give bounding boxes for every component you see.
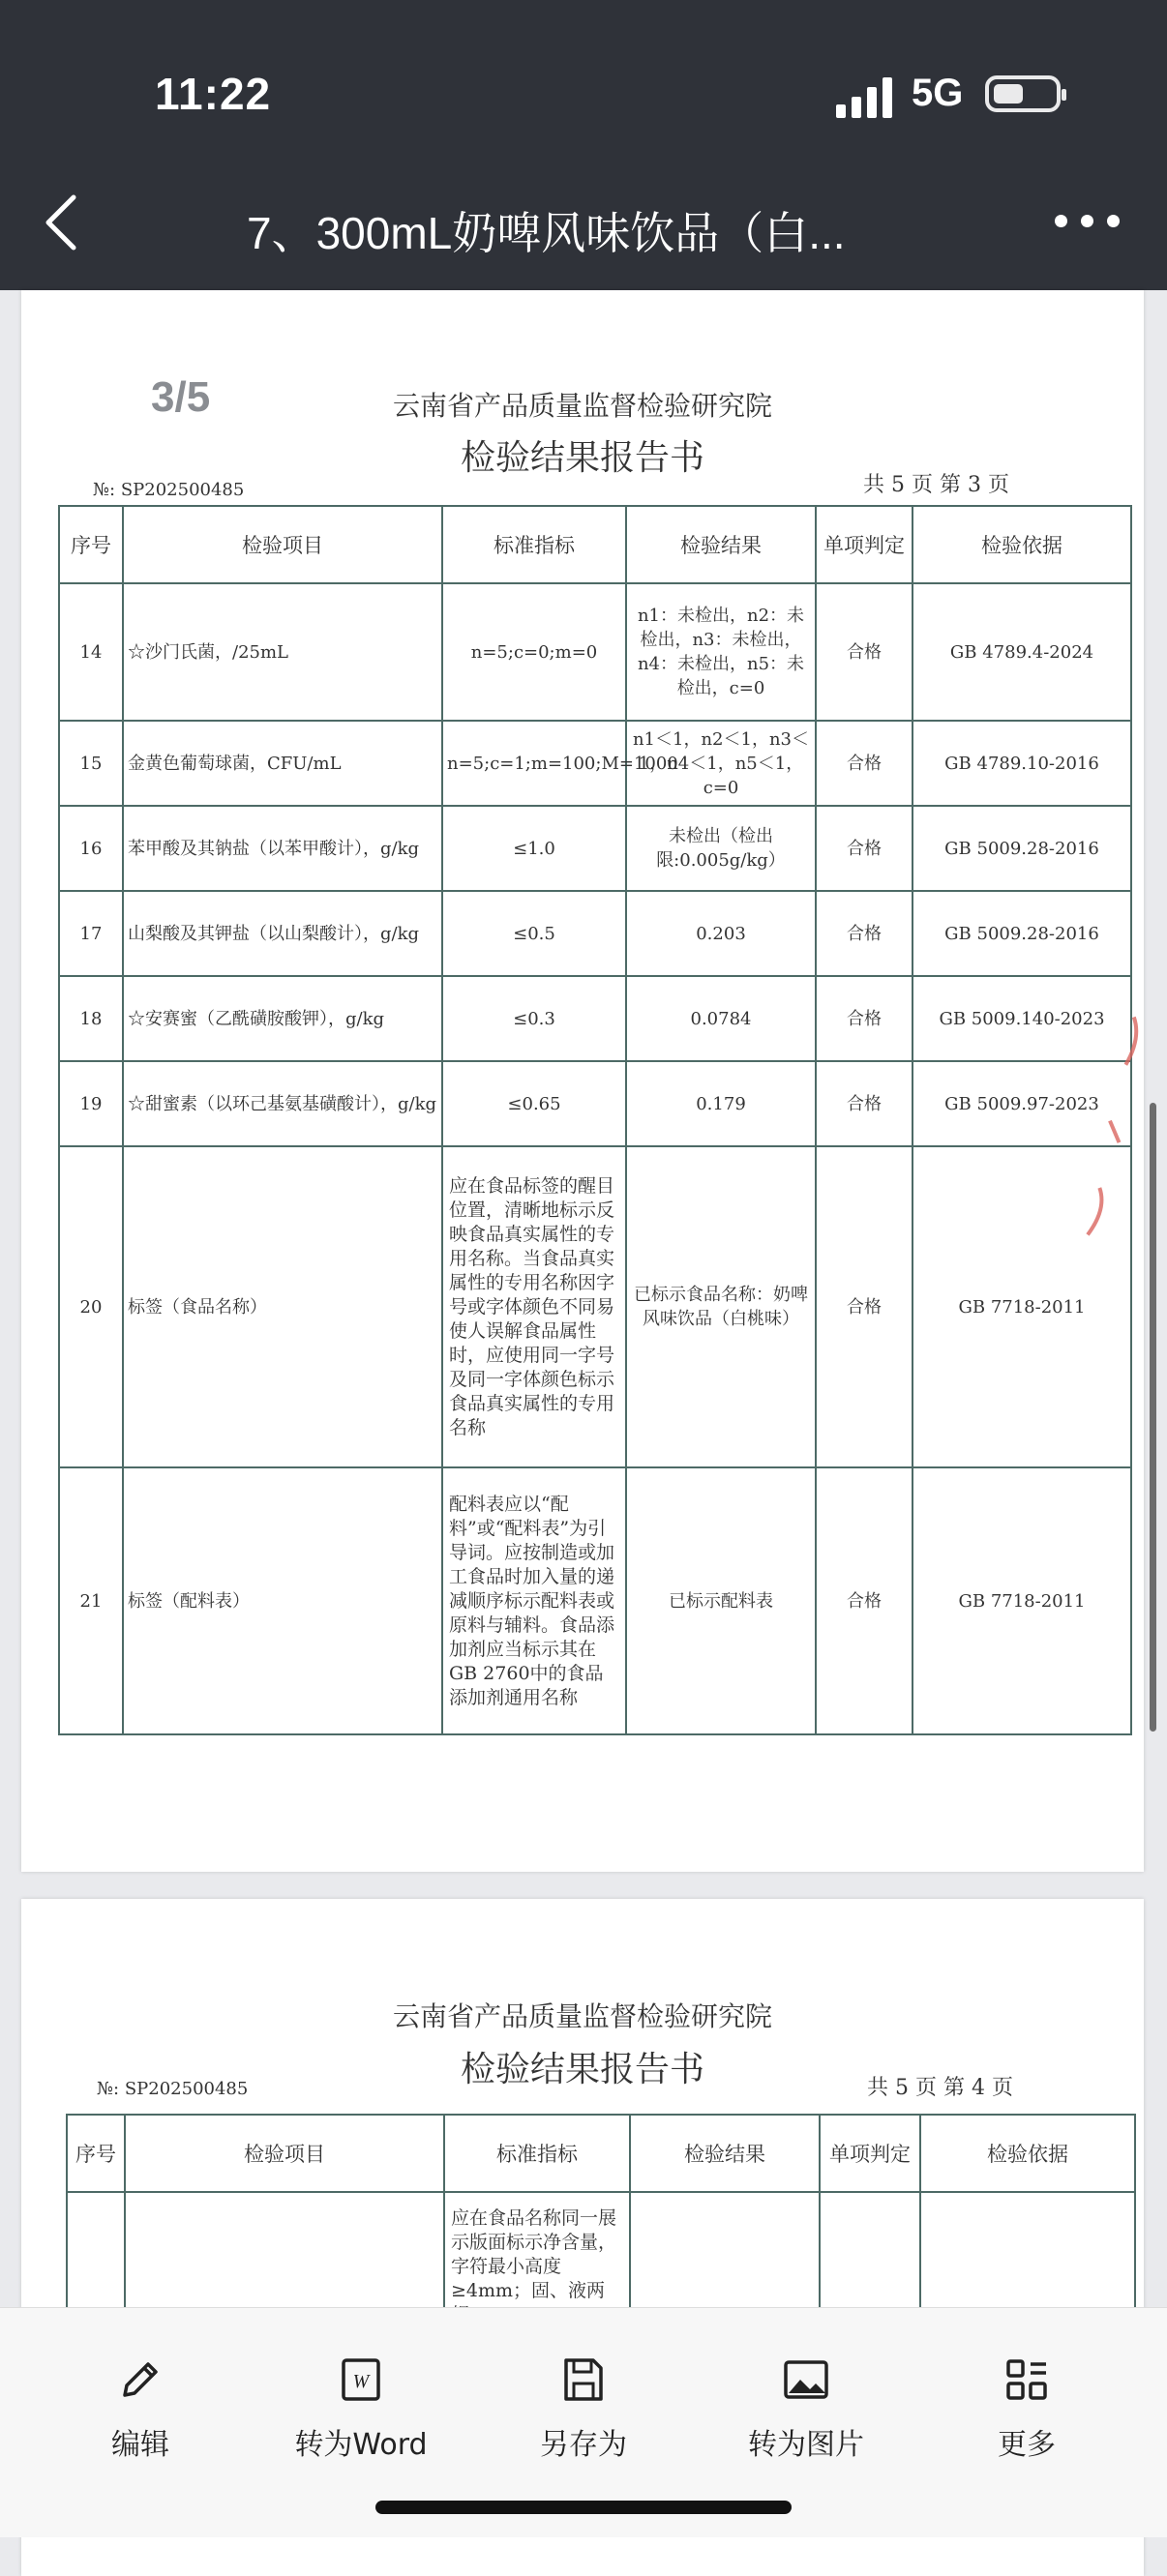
test-result: n1：未检出，n2：未检出，n3：未检出，n4：未检出，n5：未检出，c=0 — [626, 583, 816, 721]
test-item: 标签（食品名称） — [123, 1146, 442, 1467]
table-header-row — [67, 2115, 1135, 2192]
header-cell: 检验结果 — [626, 506, 816, 583]
table-row — [59, 976, 1131, 1061]
cellular-signal-icon — [836, 75, 894, 118]
grid-icon — [1002, 2354, 1052, 2405]
test-result: 0.203 — [626, 891, 816, 976]
home-indicator[interactable] — [375, 2501, 792, 2514]
header-cell: 检验依据 — [920, 2115, 1135, 2192]
edit-button[interactable] — [48, 2354, 232, 2463]
document-title: 7、300mL奶啤风味饮品（白... — [247, 208, 846, 258]
header-cell: 检验项目 — [123, 506, 442, 583]
header-cell: 标准指标 — [444, 2115, 630, 2192]
row-number: 17 — [59, 891, 123, 976]
header-cell: 单项判定 — [820, 2115, 920, 2192]
verdict: 合格 — [816, 976, 913, 1061]
image-icon — [781, 2354, 831, 2405]
row-number: 16 — [59, 806, 123, 891]
standard-value: ≤0.5 — [442, 891, 626, 976]
header-cell: 检验结果 — [630, 2115, 820, 2192]
report-number: №: SP202500485 — [97, 2079, 249, 2099]
standard-value: n=5;c=1;m=100;M=1000 — [442, 721, 626, 806]
table-row — [59, 1061, 1131, 1146]
row-number: 15 — [59, 721, 123, 806]
more-label: 更多 — [998, 2428, 1056, 2462]
institute-name: 云南省产品质量监督检验研究院 — [392, 2000, 772, 2032]
verdict: 合格 — [816, 806, 913, 891]
test-result: 已标示配料表 — [626, 1467, 816, 1734]
test-result: n1＜1，n2＜1，n3＜1，n4＜1，n5＜1，c=0 — [626, 721, 816, 806]
save-as-button[interactable] — [492, 2354, 675, 2463]
top-bar — [0, 0, 1167, 290]
page-count: 共 5 页 第 4 页 — [867, 2076, 1013, 2100]
save-as-label: 另存为 — [540, 2428, 627, 2462]
test-basis: GB 5009.97-2023 — [913, 1061, 1131, 1146]
back-arrow-icon[interactable] — [43, 193, 81, 252]
test-item: 苯甲酸及其钠盐（以苯甲酸计），g/kg — [123, 806, 442, 891]
standard-value: 应在食品名称同一展示版面标示净含量，字符最小高度≥4mm；固、液两 — [444, 2192, 630, 2347]
convert-to-image-label: 转为图片 — [748, 2428, 864, 2462]
row-number: 18 — [59, 976, 123, 1061]
header-cell: 序号 — [59, 506, 123, 583]
word-icon — [336, 2354, 386, 2405]
test-basis: GB 4789.10-2016 — [913, 721, 1131, 806]
page-indicator: 3/5 — [151, 373, 211, 421]
more-options-icon[interactable] — [1055, 215, 1122, 234]
table-row — [59, 806, 1131, 891]
test-basis: GB 7718-2011 — [913, 1146, 1131, 1467]
edit-label: 编辑 — [111, 2428, 169, 2462]
table-row — [59, 1467, 1131, 1734]
network-type: 5G — [912, 72, 964, 114]
test-basis: GB 7718-2011 — [913, 1467, 1131, 1734]
test-result: 0.0784 — [626, 976, 816, 1061]
verdict: 合格 — [816, 1146, 913, 1467]
test-result: 已标示食品名称：奶啤风味饮品（白桃味） — [626, 1146, 816, 1467]
test-item: 金黄色葡萄球菌，CFU/mL — [123, 721, 442, 806]
convert-to-word-label: 转为Word — [294, 2428, 428, 2462]
standard-value: ≤0.3 — [442, 976, 626, 1061]
test-basis: GB 5009.140-2023 — [913, 976, 1131, 1061]
test-result: 0.179 — [626, 1061, 816, 1146]
header-cell: 序号 — [67, 2115, 125, 2192]
table-row — [59, 583, 1131, 721]
header-cell: 标准指标 — [442, 506, 626, 583]
more-button[interactable] — [935, 2354, 1119, 2463]
svg-text:W: W — [352, 2371, 370, 2392]
row-number: 19 — [59, 1061, 123, 1146]
table-row — [59, 891, 1131, 976]
standard-value: ≤0.65 — [442, 1061, 626, 1146]
row-number: 20 — [59, 1146, 123, 1467]
table-row — [59, 721, 1131, 806]
results-table — [58, 505, 1132, 1735]
test-result: 未检出（检出限:0.005g/kg） — [626, 806, 816, 891]
verdict: 合格 — [816, 721, 913, 806]
battery-icon — [985, 75, 1061, 112]
standard-value: 配料表应以“配料”或“配料表”为引导词。应按制造或加工食品时加入量的递减顺序标示配料表或原料与辅料。食品添加剂应当标示其在GB 2760中的食品添加剂通用名称 — [442, 1467, 626, 1734]
test-basis: GB 5009.28-2016 — [913, 891, 1131, 976]
verdict: 合格 — [816, 1061, 913, 1146]
page-count: 共 5 页 第 3 页 — [863, 473, 1009, 497]
document-page-3 — [21, 290, 1144, 1872]
status-time: 11:22 — [155, 69, 272, 119]
test-item: 标签（配料表） — [123, 1467, 442, 1734]
scrollbar-thumb[interactable] — [1150, 1103, 1156, 1732]
header-cell: 检验依据 — [913, 506, 1131, 583]
table-row — [59, 1146, 1131, 1467]
standard-value: ≤1.0 — [442, 806, 626, 891]
report-number: №: SP202500485 — [93, 480, 245, 500]
test-item: ☆安赛蜜（乙酰磺胺酸钾），g/kg — [123, 976, 442, 1061]
table-header-row — [59, 506, 1131, 583]
verdict: 合格 — [816, 891, 913, 976]
header-cell: 单项判定 — [816, 506, 913, 583]
standard-value: 应在食品标签的醒目位置，清晰地标示反映食品真实属性的专用名称。当食品真实属性的专用名称因字号或字体颜色不同易使人误解食品属性时，应使用同一字号及同一字体颜色标示食品真实属性的专用名称 — [442, 1146, 626, 1467]
verdict: 合格 — [816, 583, 913, 721]
test-basis: GB 5009.28-2016 — [913, 806, 1131, 891]
row-number: 21 — [59, 1467, 123, 1734]
report-title: 检验结果报告书 — [460, 2050, 704, 2089]
test-item: 山梨酸及其钾盐（以山梨酸计），g/kg — [123, 891, 442, 976]
convert-to-image-button[interactable] — [714, 2354, 898, 2463]
pencil-icon — [115, 2354, 165, 2405]
test-item: ☆甜蜜素（以环己基氨基磺酸计），g/kg — [123, 1061, 442, 1146]
save-icon — [558, 2354, 609, 2405]
convert-to-word-button[interactable] — [269, 2354, 453, 2463]
row-number: 14 — [59, 583, 123, 721]
test-basis: GB 4789.4-2024 — [913, 583, 1131, 721]
verdict: 合格 — [816, 1467, 913, 1734]
report-title: 检验结果报告书 — [460, 438, 704, 478]
header-cell: 检验项目 — [125, 2115, 444, 2192]
test-item: ☆沙门氏菌，/25mL — [123, 583, 442, 721]
institute-name: 云南省产品质量监督检验研究院 — [392, 390, 772, 422]
standard-value: n=5;c=0;m=0 — [442, 583, 626, 721]
